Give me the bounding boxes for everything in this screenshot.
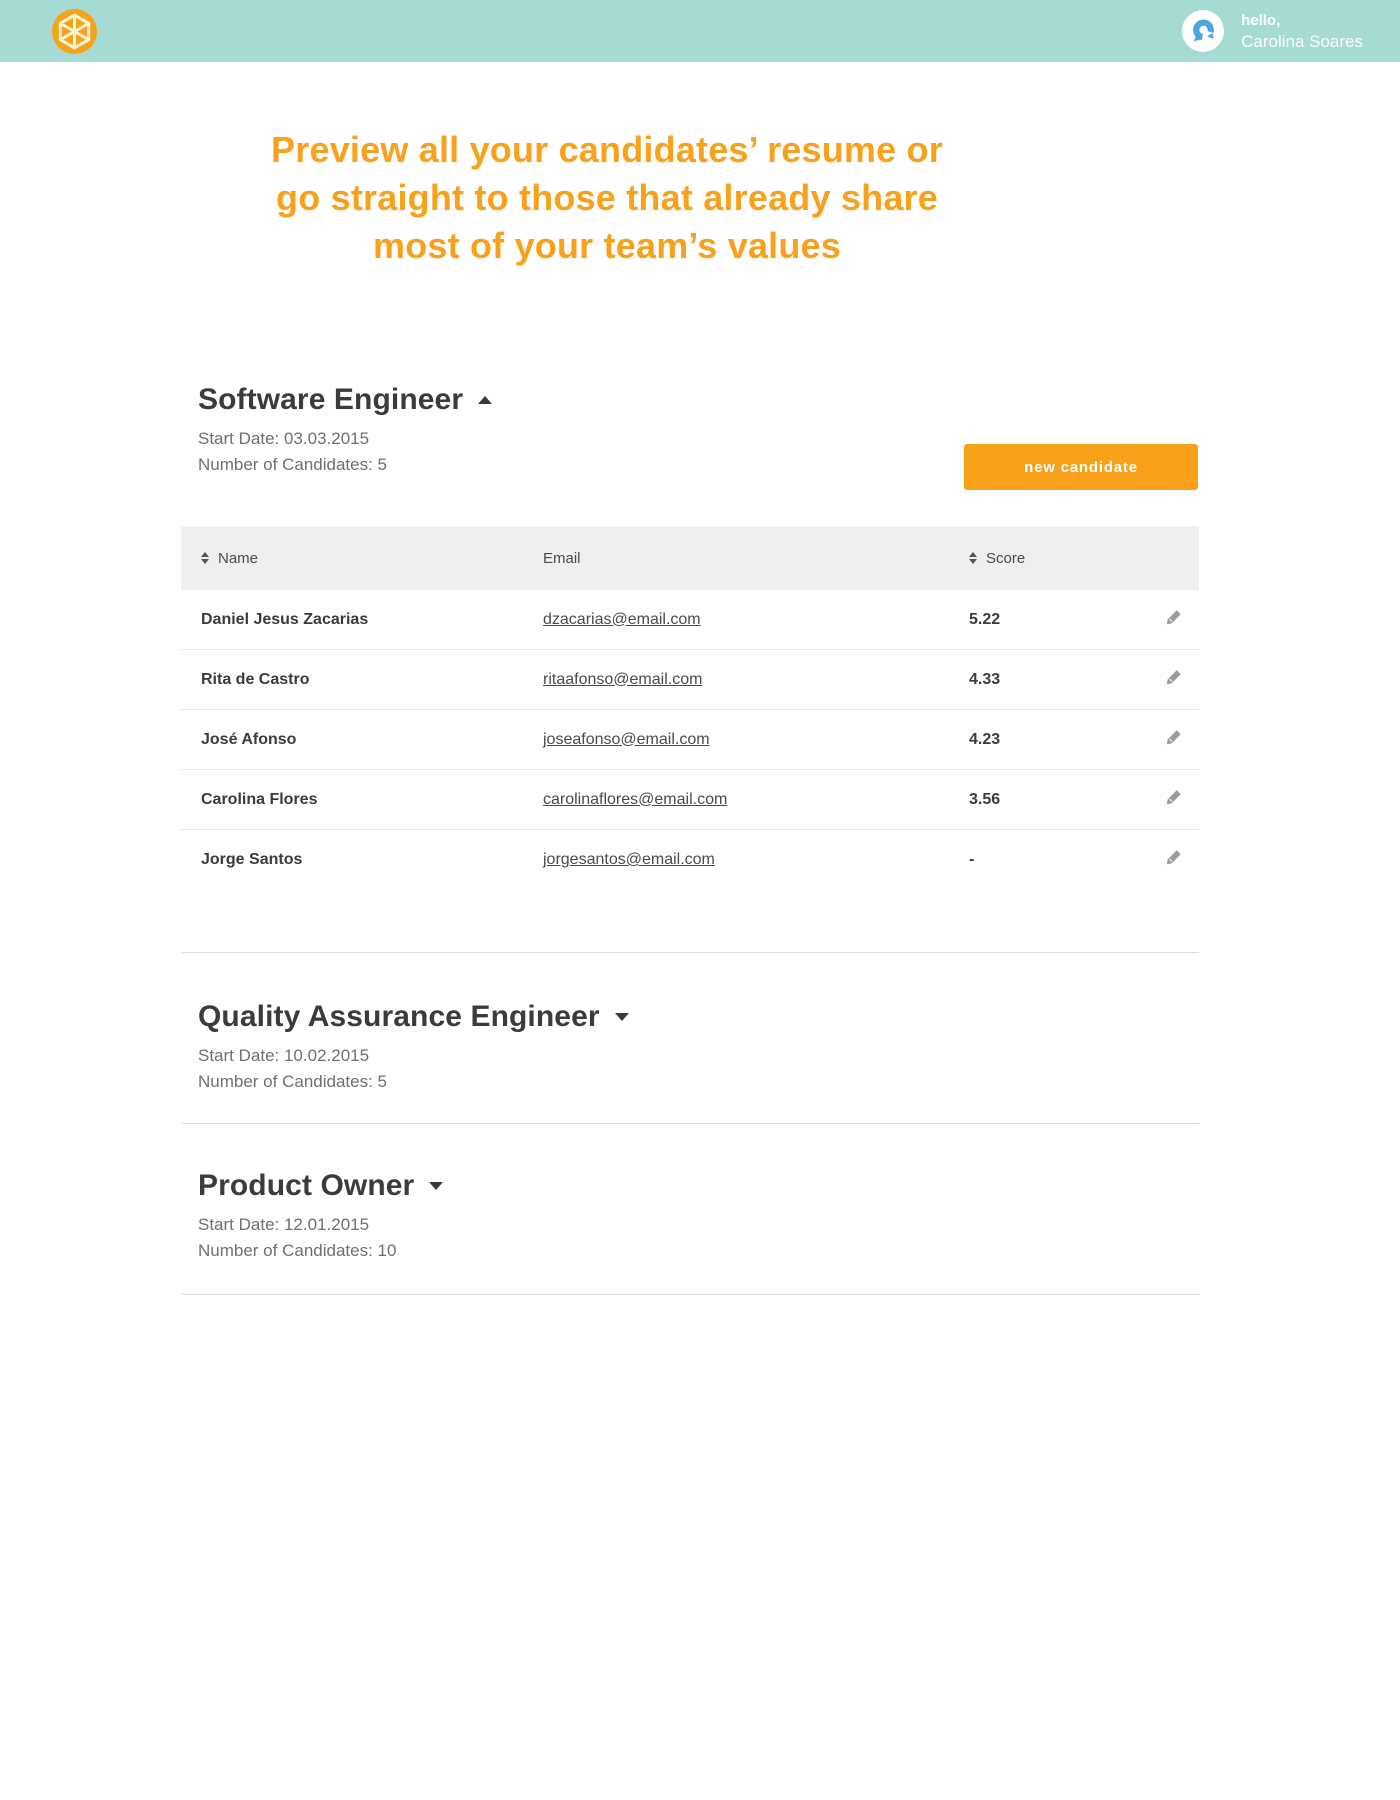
user-menu[interactable]	[1182, 10, 1363, 52]
expand-caret-icon[interactable]	[429, 1182, 443, 1190]
candidate-score: -	[969, 851, 975, 868]
candidate-email-link[interactable]: carolinaflores@email.com	[543, 790, 728, 808]
candidate-row	[181, 590, 1199, 650]
edit-pencil-icon[interactable]	[1165, 789, 1182, 806]
section-divider	[181, 1294, 1199, 1295]
edit-pencil-icon[interactable]	[1165, 609, 1182, 626]
candidate-email-link[interactable]: jorgesantos@email.com	[543, 851, 715, 868]
table-header-row	[181, 526, 1199, 590]
job-candidate-count: Number of Candidates: 10	[198, 1241, 397, 1260]
column-header-label: Name	[218, 549, 259, 567]
column-header-email	[529, 550, 949, 567]
avatar[interactable]	[1182, 10, 1224, 52]
candidate-email-link[interactable]: dzacarias@email.com	[543, 610, 701, 628]
candidate-row	[181, 710, 1199, 770]
user-name: Carolina Soares	[1241, 32, 1363, 51]
section-divider	[181, 952, 1199, 953]
job-title: Quality Assurance Engineer	[198, 1000, 600, 1033]
job-section-toggle[interactable]	[181, 999, 1199, 1035]
column-header-score[interactable]	[949, 550, 1149, 567]
candidate-name: Rita de Castro	[201, 670, 310, 688]
job-list	[181, 382, 1199, 1295]
candidate-name: Daniel Jesus Zacarias	[201, 610, 369, 628]
new-candidate-button[interactable]: new candidate	[964, 444, 1198, 490]
chat-arrow-icon	[1190, 18, 1217, 45]
candidate-score: 4.33	[969, 670, 1001, 688]
candidate-email-link[interactable]: ritaafonso@email.com	[543, 670, 703, 688]
orange-slice-logo-icon[interactable]	[52, 9, 97, 54]
candidate-row	[181, 770, 1199, 830]
greeting-text: hello,	[1241, 12, 1281, 29]
candidate-name: Carolina Flores	[201, 790, 318, 808]
collapse-caret-icon[interactable]	[478, 396, 492, 404]
page-title-line: go straight to those that already share	[276, 177, 938, 218]
job-candidate-count: Number of Candidates: 5	[198, 1072, 387, 1091]
section-divider	[181, 1123, 1199, 1124]
candidate-score: 4.23	[969, 730, 1001, 748]
candidate-name: José Afonso	[201, 730, 297, 748]
job-section-product-owner	[181, 1168, 1199, 1264]
candidate-name: Jorge Santos	[201, 851, 303, 868]
job-title: Software Engineer	[198, 383, 464, 416]
job-section-quality-assurance-engineer	[181, 999, 1199, 1095]
candidate-score: 5.22	[969, 610, 1001, 628]
column-header-name[interactable]	[181, 550, 529, 567]
job-section-software-engineer	[181, 382, 1199, 890]
edit-pencil-icon[interactable]	[1165, 729, 1182, 746]
candidate-score: 3.56	[969, 790, 1001, 808]
job-section-toggle[interactable]	[181, 382, 1199, 418]
page-title	[0, 126, 1214, 270]
edit-pencil-icon[interactable]	[1165, 849, 1182, 866]
job-start-date: Start Date: 03.03.2015	[198, 429, 370, 448]
top-bar	[0, 0, 1400, 62]
expand-caret-icon[interactable]	[615, 1013, 629, 1021]
job-candidate-count: Number of Candidates: 5	[198, 455, 387, 474]
sort-icon[interactable]	[969, 552, 977, 564]
candidate-row	[181, 830, 1199, 890]
edit-pencil-icon[interactable]	[1165, 669, 1182, 686]
candidate-email-link[interactable]: joseafonso@email.com	[543, 730, 710, 748]
page-title-line: most of your team’s values	[372, 225, 841, 266]
candidates-table	[181, 526, 1199, 890]
column-header-label: Email	[543, 549, 581, 567]
sort-icon[interactable]	[201, 552, 209, 564]
job-start-date: Start Date: 10.02.2015	[198, 1046, 370, 1065]
job-title: Product Owner	[198, 1169, 415, 1202]
job-section-toggle[interactable]	[181, 1168, 1199, 1204]
job-start-date: Start Date: 12.01.2015	[198, 1215, 370, 1234]
page-title-line: Preview all your candidates’ resume or	[271, 129, 943, 170]
candidate-row	[181, 650, 1199, 710]
column-header-label: Score	[986, 549, 1026, 567]
